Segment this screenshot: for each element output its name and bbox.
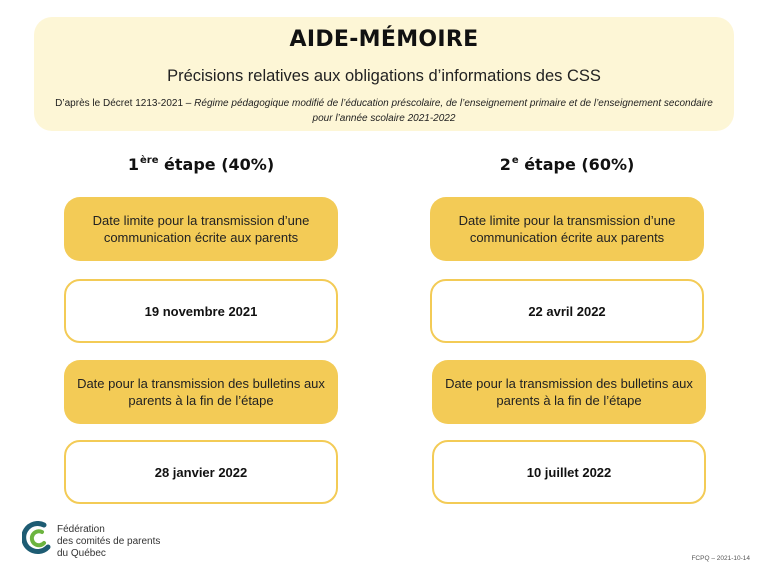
deadline-communication-date: 19 novembre 2021 [64,279,338,343]
decree-reference [54,96,714,126]
org-line-2: des comités de parents [57,536,161,547]
etape-number: 2 [499,155,511,174]
page-subtitle: Précisions relatives aux obligations d’informations des CSS [167,67,601,85]
etape-label: étape (40%) [158,155,275,174]
deadline-communication-label: Date limite pour la transmission d’une communication écrite aux parents [430,197,704,261]
report-card-label: Date pour la transmission des bulletins aux parents à la fin de l’étape [64,360,338,424]
header-panel [34,17,734,131]
deadline-communication-date: 22 avril 2022 [430,279,704,343]
report-card-date: 10 juillet 2022 [432,440,706,504]
page-title: AIDE-MÉMOIRE [289,27,479,52]
etape-label: étape (60%) [518,155,635,174]
fcpq-logo-icon [22,521,52,555]
org-line-3: du Québec [57,548,106,559]
column-heading-etape-2 [430,155,704,174]
org-line-1: Fédération [57,524,105,535]
organization-name [57,524,160,560]
deadline-communication-label: Date limite pour la transmission d’une communication écrite aux parents [64,197,338,261]
etape-ordinal: e [511,155,519,166]
etape-ordinal: ère [139,155,159,166]
decree-prefix: D’après le Décret 1213-2021 – [55,98,195,109]
etape-number: 1 [127,155,139,174]
report-card-label: Date pour la transmission des bulletins aux parents à la fin de l’étape [432,360,706,424]
report-card-date: 28 janvier 2022 [64,440,338,504]
decree-title: Régime pédagogique modifié de l’éducation préscolaire, de l’enseignement primaire et de l’enseignement secondaire pour l’année scolaire 2021-2022 [194,98,713,124]
column-heading-etape-1 [64,155,338,174]
document-code: FCPQ – 2021-10-14 [691,555,750,562]
